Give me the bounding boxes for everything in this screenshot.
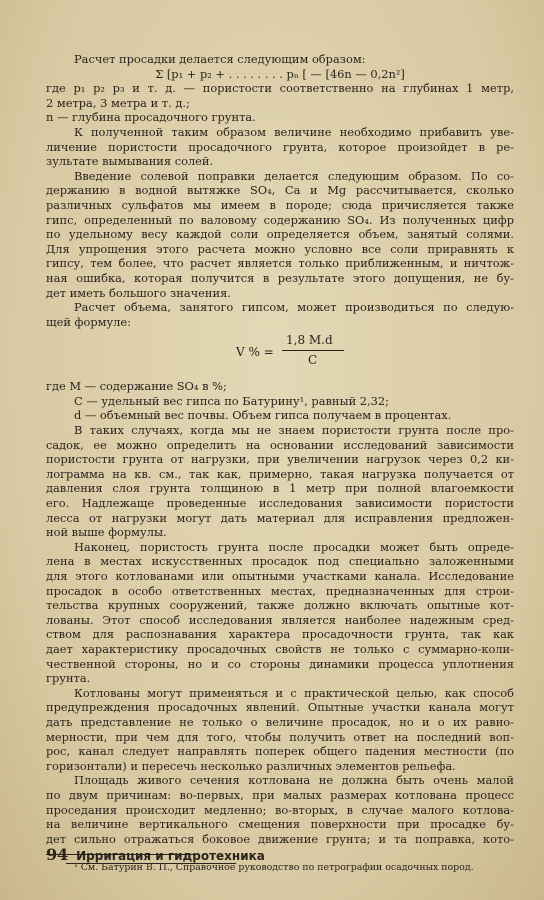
text-line: пористости грунта от нагрузки, при увеличении нагрузок через 0,2 ки- [46, 452, 514, 467]
formula-denominator: C [308, 353, 318, 368]
text-line: гипсу, тем более, что расчет является только приближенным, и ничтож- [46, 256, 514, 271]
text-line: проседания происходит медленно; во-вторых, в случае малого котлова- [46, 802, 514, 817]
footnote: ¹ См. Батурин В. П., Справочное руководство по петрографии осадочных пород. [74, 862, 474, 874]
text-line: Введение солевой поправки делается следующим образом. По со- [74, 168, 514, 183]
journal-title: Ирригация и гидротехника [76, 849, 265, 863]
text-line: дает характеристику просадочных свойств не только с суммарно-коли- [46, 641, 514, 656]
text-line: его. Надлежаще проведенные исследования зависимости пористости [46, 496, 514, 511]
text-line: гипс, определенный по валовому содержанию SO₄. Из полученных цифр [46, 212, 514, 227]
text-line: дать представление не только о величине просадок, но и о их равно- [46, 714, 514, 729]
text-line: садок, ее можно определить на основании исследований зависимости [46, 437, 514, 452]
text-line: по двум причинам: во-первых, при малых размерах котлована процесс [46, 787, 514, 802]
text-line: Расчет просадки делается следующим образом: [74, 52, 366, 66]
text-line: лесса от нагрузки могут дать материал для исправления предложен- [46, 510, 514, 525]
text-line: Котлованы могут применяться и с практической целью, как способ [74, 685, 514, 700]
text-line: по удельному весу каждой соли определяется объем, занятый солями. [46, 227, 514, 242]
text-line: держанию в водной вытяжке SO₄, Ca и Mg рассчитывается, сколько [46, 183, 514, 198]
text-line: К полученной таким образом величине необходимо прибавить уве- [74, 124, 514, 139]
text-line: где M — содержание SO₄ в %; [46, 379, 227, 394]
text-line: лена в местах искусственных просадок под специально заложенными [46, 554, 514, 569]
text-line: горизонтали) и пересечь несколько различных элементов рельефа. [46, 758, 456, 773]
footer-underline [66, 863, 236, 864]
page-footer [46, 845, 265, 864]
fraction-bar [282, 350, 344, 351]
text-line: лованы. Этот способ исследования является наиболее надежным сред- [46, 612, 514, 627]
text-line: C — удельный вес гипса по Батурину¹, равный 2,32; [74, 393, 389, 408]
text-line: рос, канал следует направлять поперек общего падения местности (по [46, 744, 514, 759]
text-line: чественной стороны, но и со стороны динамики процесса уплотнения [46, 656, 514, 671]
formula-sum: Σ [p₁ + p₂ + . . . . . . . . pₙ [ — [46n — 0,2n²] [155, 66, 405, 81]
text-line: различных сульфатов мы имеем в породе; сюда причисляется также [46, 197, 514, 212]
text-block-top [46, 52, 514, 329]
formula-numerator: 1,8 M.d [286, 333, 333, 348]
text-line: ной выше формулы. [46, 525, 167, 540]
text-line: предупреждения просадочных явлений. Опытные участки канала могут [46, 700, 514, 715]
text-line: зультате вымывания солей. [46, 154, 214, 169]
text-line: n — глубина просадочного грунта. [46, 110, 256, 125]
text-line: Площадь живого сечения котлована не должна быть очень малой [74, 773, 514, 788]
text-line: давления слоя грунта толщиною в 1 метр при полной влагоемкости [46, 481, 514, 496]
text-line: на величине вертикального смещения поверхности при просадке бу- [46, 817, 514, 832]
volume-formula [46, 333, 514, 373]
text-line: где p₁ p₂ p₃ и т. д. — пористости соответственно на глубинах 1 метр, [46, 81, 514, 96]
page-number: 94 [46, 845, 69, 864]
text-line: Наконец, пористость грунта после просадки может быть опреде- [74, 539, 514, 554]
text-line: просадок в особо ответственных местах, предназначенных для строи- [46, 583, 514, 598]
text-line: личение пористости просадочного грунта, которое произойдет в ре- [46, 139, 514, 154]
text-line: дет иметь большого значения. [46, 285, 231, 300]
text-line: тельства крупных сооружений, также должно включать опытные кот- [46, 598, 514, 613]
formula-lhs: V % = [236, 345, 274, 360]
text-line: щей формуле: [46, 314, 131, 329]
text-line: грунта. [46, 671, 91, 686]
text-line: дет сильно отражаться боковое движение грунта; и та поправка, кото- [46, 831, 514, 846]
text-line: Расчет объема, занятого гипсом, может производиться по следую- [74, 300, 514, 315]
text-line: ством для распознавания характера просадочности грунта, так как [46, 627, 514, 642]
text-line: лограмма на кв. см., так как, примерно, такая нагрузка получается от [46, 466, 514, 481]
text-line: 2 метра, 3 метра и т. д.; [46, 95, 190, 110]
text-block-main [46, 379, 514, 846]
text-line: Для упрощения этого расчета можно условно все соли приравнять к [46, 241, 514, 256]
text-line: ная ошибка, которая получится в результате этого допущения, не бу- [46, 270, 514, 285]
text-line: мерности, при чем для того, чтобы получить ответ на последний воп- [46, 729, 514, 744]
text-line: для этого котлованами или опытными участками канала. Исследование [46, 569, 514, 583]
text-line: d — объемный вес почвы. Объем гипса получаем в процентах. [74, 408, 452, 423]
text-line: В таких случаях, когда мы не знаем пористости грунта после про- [74, 423, 514, 438]
